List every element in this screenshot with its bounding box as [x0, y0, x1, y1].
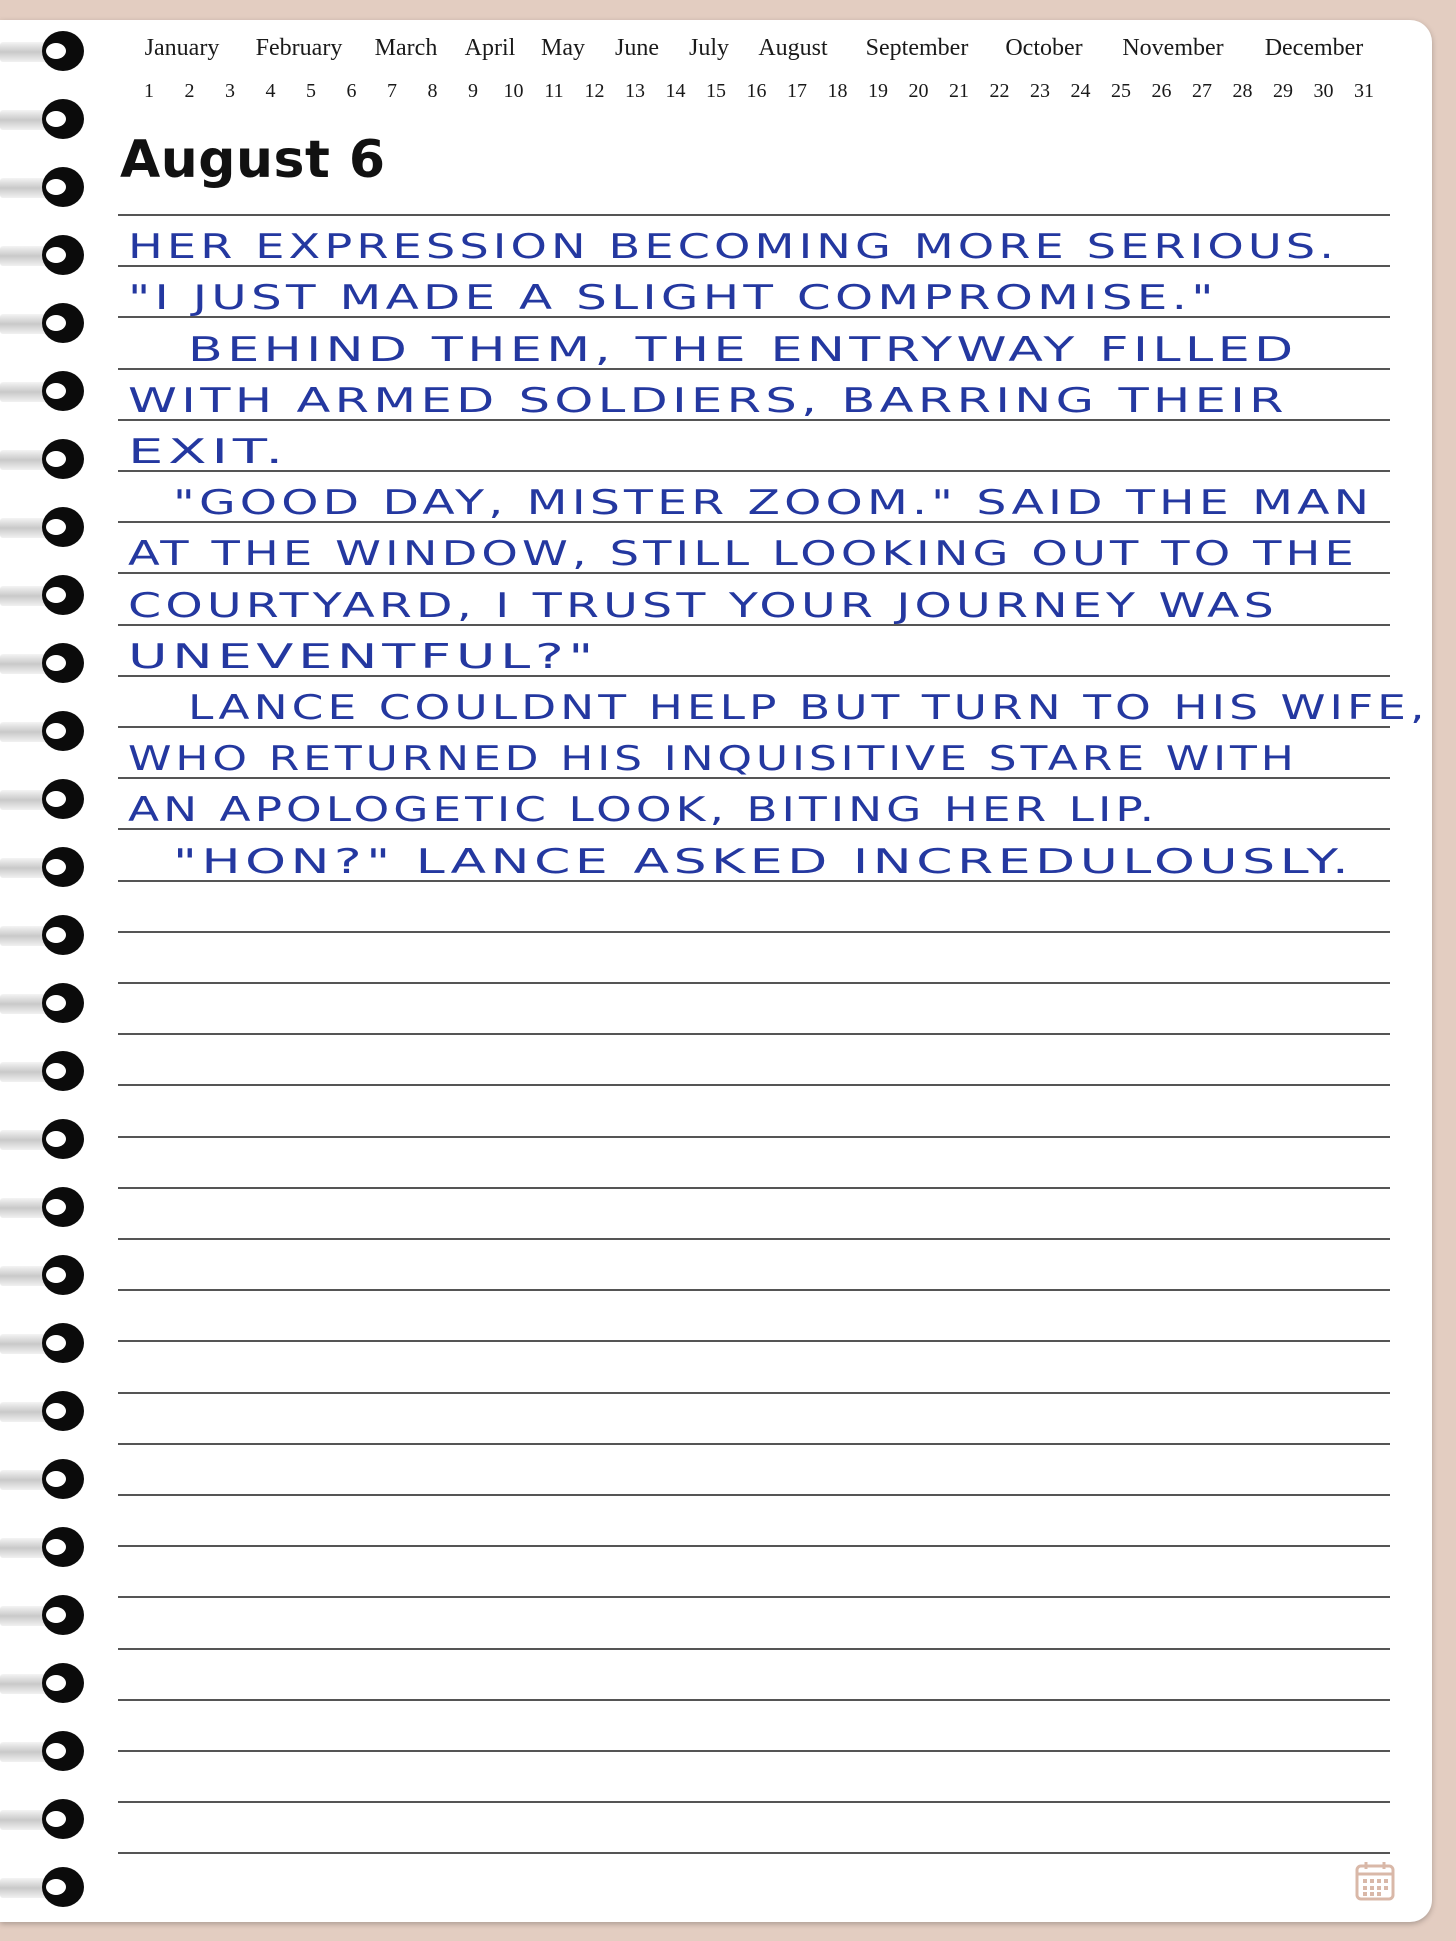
day-link-17[interactable]: 17 — [787, 80, 807, 102]
handwritten-line: AT THE WINDOW, STILL LOOKING OUT TO THE — [128, 534, 1358, 574]
handwritten-line: HER EXPRESSION BECOMING MORE SERIOUS. — [128, 227, 1339, 267]
month-link-september[interactable]: September — [865, 35, 969, 61]
handwritten-line: BEHIND THEM, THE ENTRYWAY FILLED — [188, 330, 1298, 370]
month-link-november[interactable]: November — [1122, 35, 1224, 61]
handwritten-line: "I JUST MADE A SLIGHT COMPROMISE." — [128, 278, 1218, 318]
month-link-august[interactable]: August — [758, 35, 828, 61]
handwritten-line: "HON?" LANCE ASKED INCREDULOUSLY. — [173, 842, 1354, 882]
month-link-january[interactable]: January — [144, 35, 220, 61]
day-link-22[interactable]: 22 — [989, 80, 1010, 102]
handwritten-line: COURTYARD, I TRUST YOUR JOURNEY WAS — [128, 586, 1278, 626]
day-link-30[interactable]: 30 — [1313, 80, 1334, 102]
day-link-18[interactable]: 18 — [827, 80, 848, 102]
handwritten-line: WHO RETURNED HIS INQUISITIVE STARE WITH — [128, 739, 1298, 779]
day-link-10[interactable]: 10 — [503, 80, 524, 102]
day-link-12[interactable]: 12 — [584, 80, 605, 102]
day-link-3[interactable]: 3 — [225, 80, 235, 102]
day-link-13[interactable]: 13 — [625, 80, 645, 102]
day-link-21[interactable]: 21 — [949, 80, 969, 102]
day-link-7[interactable]: 7 — [387, 80, 397, 102]
day-link-16[interactable]: 16 — [746, 80, 767, 102]
month-link-february[interactable]: February — [255, 35, 343, 61]
day-link-14[interactable]: 14 — [665, 80, 686, 102]
day-link-23[interactable]: 23 — [1030, 80, 1050, 102]
month-link-june[interactable]: June — [615, 35, 659, 61]
handwritten-line: "GOOD DAY, MISTER ZOOM." SAID THE MAN — [173, 483, 1374, 523]
month-link-may[interactable]: May — [541, 35, 585, 61]
day-link-5[interactable]: 5 — [306, 80, 316, 102]
day-link-4[interactable]: 4 — [265, 80, 276, 102]
day-link-28[interactable]: 28 — [1232, 80, 1253, 102]
handwritten-line: UNEVENTFUL?" — [128, 637, 599, 677]
month-link-december[interactable]: December — [1264, 35, 1364, 61]
day-link-6[interactable]: 6 — [346, 80, 357, 102]
day-link-31[interactable]: 31 — [1354, 80, 1374, 102]
handwritten-line: LANCE COULDNT HELP BUT TURN TO HIS WIFE, — [188, 688, 1429, 728]
day-link-29[interactable]: 29 — [1273, 80, 1293, 102]
month-link-october[interactable]: October — [1005, 35, 1083, 61]
day-link-2[interactable]: 2 — [184, 80, 195, 102]
day-link-1[interactable]: 1 — [144, 80, 154, 102]
day-link-26[interactable]: 26 — [1151, 80, 1172, 102]
handwritten-line: AN APOLOGETIC LOOK, BITING HER LIP. — [128, 790, 1159, 830]
day-link-27[interactable]: 27 — [1192, 80, 1212, 102]
day-link-15[interactable]: 15 — [706, 80, 726, 102]
handwritten-line: WITH ARMED SOLDIERS, BARRING THEIR — [128, 381, 1288, 421]
day-link-20[interactable]: 20 — [908, 80, 929, 102]
day-link-25[interactable]: 25 — [1111, 80, 1131, 102]
month-link-april[interactable]: April — [464, 35, 516, 61]
day-link-19[interactable]: 19 — [868, 80, 888, 102]
month-link-july[interactable]: July — [688, 35, 730, 61]
calendar-icon[interactable] — [1354, 1860, 1396, 1902]
day-link-11[interactable]: 11 — [544, 80, 564, 102]
page-title: August 6 — [120, 130, 386, 190]
day-link-24[interactable]: 24 — [1070, 80, 1091, 102]
day-link-8[interactable]: 8 — [427, 80, 438, 102]
month-link-march[interactable]: March — [374, 35, 438, 61]
day-link-9[interactable]: 9 — [468, 80, 478, 102]
handwritten-line: EXIT. — [128, 432, 289, 472]
